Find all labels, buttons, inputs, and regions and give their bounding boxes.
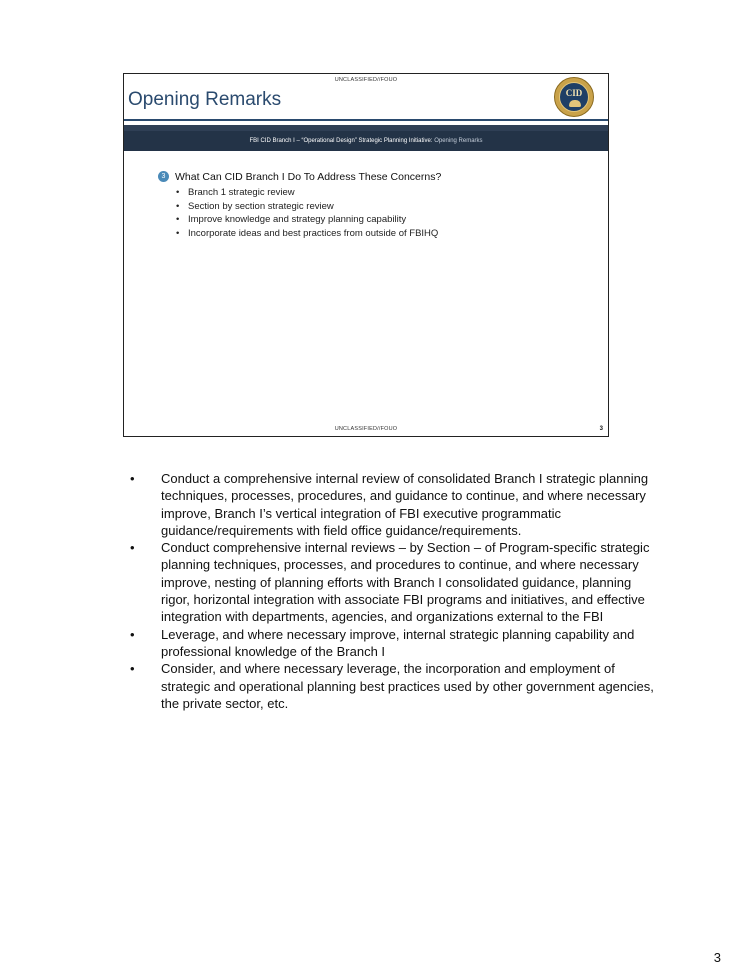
note-item: • Conduct comprehensive internal reviews – by Section – of Program-specific strategic planning techniques, processes, and procedures to continue, and where necessary improve, nesting of planning efforts with Branch I consolidated guidance, planning rigor, horizontal integration with associate FBI programs and initiatives, and effective integration with departments, agencies, and organizations external to the FBI [130,539,660,625]
note-item: • Leverage, and where necessary improve, internal strategic planning capability and professional knowledge of the Branch I [130,626,660,661]
classification-top: UNCLASSIFIED//FOUO [334,77,398,83]
slide-bullet: • Incorporate ideas and best practices from outside of FBIHQ [176,227,438,241]
speaker-notes [130,470,660,712]
note-item: • Conduct a comprehensive internal review of consolidated Branch I strategic planning techniques, processes, procedures, and guidance to continue, and where necessary improve, Branch I’s vertical integration of FBI executive programmatic guidance/requirements with field office guidance/requirements. [130,470,660,539]
subtitle-light: Opening Remarks [432,138,483,144]
slide-number: 3 [599,426,603,432]
number-badge: 3 [158,171,169,182]
cid-seal-icon [554,77,594,117]
slide-thumbnail [123,73,609,437]
question-heading: What Can CID Branch I Do To Address These Concerns? [175,171,442,183]
question-row [158,171,441,183]
subtitle-bold: FBI CID Branch I – “Operational Design” Strategic Planning Initiative: [249,138,433,144]
seal-text: CID [565,88,583,98]
page-number: 3 [713,950,721,965]
slide-title: Opening Remarks [128,89,282,110]
slide-bullet-list [176,186,438,240]
title-rule [124,119,608,121]
slide-bullet: • Branch 1 strategic review [176,186,438,200]
classification-bottom: UNCLASSIFIED//FOUO [334,426,398,432]
slide-bullet: • Section by section strategic review [176,200,438,214]
subtitle-bar [124,131,608,151]
eagle-icon [569,100,581,107]
slide-bullet: • Improve knowledge and strategy planning capability [176,213,438,227]
note-item: • Consider, and where necessary leverage, the incorporation and employment of strategic and operational planning best practices used by other government agencies, the private sector, etc. [130,660,660,712]
seal-inner [559,82,589,112]
